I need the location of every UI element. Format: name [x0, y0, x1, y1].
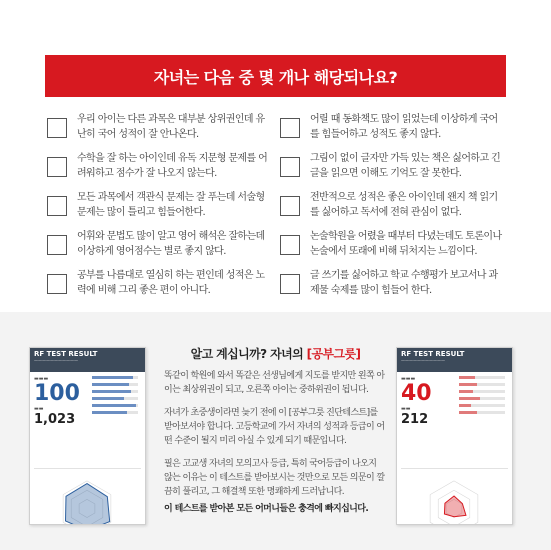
report-bar-track	[92, 383, 138, 386]
report-bar-fill	[92, 404, 136, 407]
report-label: ▬▬	[34, 406, 44, 412]
checklist-item-text: 우리 아이는 다른 과목은 대부분 상위권인데 유난히 국어 성적이 잘 안나온다.	[77, 114, 265, 140]
checklist-item[interactable]	[280, 112, 505, 148]
checklist-item[interactable]	[280, 268, 505, 304]
checkbox[interactable]	[280, 235, 300, 255]
checkbox[interactable]	[47, 157, 67, 177]
report-bar-track	[459, 397, 505, 400]
checklist-item[interactable]	[47, 229, 272, 265]
checklist-item-text: 공부를 나름대로 열심히 하는 편인데 성적은 노력에 비해 그리 좋은 편이 아니다.	[77, 270, 265, 296]
report-header	[30, 348, 145, 372]
info-title-brand: [공부그릇]	[306, 347, 361, 361]
report-mini-bars	[459, 376, 505, 418]
info-title	[168, 345, 383, 362]
report-card-top-student	[29, 347, 146, 525]
checklist-item-text: 어릴 때 동화책도 많이 읽었는데 이상하게 국어를 힘들어하고 성적도 좋지 않다.	[310, 114, 498, 140]
checkbox[interactable]	[280, 274, 300, 294]
report-bar-fill	[92, 397, 124, 400]
checkbox[interactable]	[47, 118, 67, 138]
report-bar-track	[92, 411, 138, 414]
report-bar-track	[92, 404, 138, 407]
report-bar-fill	[92, 411, 127, 414]
report-radar-chart	[401, 468, 508, 525]
report-bar-fill	[459, 411, 477, 414]
report-bar-fill	[459, 390, 473, 393]
report-label: ▬▬	[401, 406, 411, 412]
report-word-count: 1,023	[34, 412, 76, 427]
checklist-item[interactable]	[47, 151, 272, 187]
checklist-item-text: 논술학원을 어렸을 때부터 다녔는데도 토론이나 논술에서 또래에 비해 뒤처지는 느낌이다.	[310, 231, 502, 257]
report-bar-track	[92, 390, 138, 393]
checklist-item-text: 전반적으로 성적은 좋은 아이인데 왠지 책 읽기를 싫어하고 독서에 전혀 관심이 없다.	[310, 192, 498, 218]
report-bar-track	[92, 397, 138, 400]
checklist-right-column	[280, 112, 505, 307]
report-bar-track	[459, 383, 505, 386]
report-label: ▬▬▬	[34, 376, 49, 382]
info-text	[164, 369, 386, 525]
checkbox[interactable]	[280, 118, 300, 138]
report-header-title: RF TEST RESULT	[401, 350, 465, 358]
report-bar-fill	[459, 404, 471, 407]
checklist-item[interactable]	[47, 190, 272, 226]
report-bar-fill	[459, 376, 475, 379]
report-score: 40	[401, 381, 432, 406]
checklist-item[interactable]	[47, 268, 272, 304]
report-bar-fill	[459, 383, 477, 386]
report-header-sub: ———————————	[401, 358, 445, 363]
report-bar-track	[459, 404, 505, 407]
checklist-left-column	[47, 112, 272, 307]
report-header-title: RF TEST RESULT	[34, 350, 98, 358]
checkbox[interactable]	[47, 196, 67, 216]
info-paragraph: 똑같이 학원에 와서 똑같은 선생님에게 지도를 받지만 왼쪽 아이는 최상위권이 되고, 오른쪽 아이는 중하위권이 됩니다.	[164, 371, 385, 395]
checkbox[interactable]	[47, 235, 67, 255]
report-bar-fill	[92, 376, 133, 379]
report-bar-track	[459, 390, 505, 393]
checklist-title: 자녀는 다음 중 몇 개나 해당되나요?	[45, 55, 506, 97]
checklist-item-text: 모든 과목에서 객관식 문제는 잘 푸는데 서술형 문제는 많이 틀리고 힘들어한다.	[77, 192, 265, 218]
checklist-item-text: 어휘와 문법도 많이 알고 영어 해석은 잘하는데 이상하게 영어점수는 별로 좋지 않다.	[77, 231, 265, 257]
report-bar-track	[459, 411, 505, 414]
report-bar-fill	[459, 397, 480, 400]
checkbox[interactable]	[47, 274, 67, 294]
report-bar-track	[92, 376, 138, 379]
report-header-sub: ———————————	[34, 358, 78, 363]
info-closing: 이 테스트를 받아본 모든 어머니들은 충격에 빠지십니다.	[164, 504, 369, 514]
checklist-item[interactable]	[47, 112, 272, 148]
report-word-count: 212	[401, 412, 429, 427]
report-label: ▬▬▬	[401, 376, 416, 382]
checkbox[interactable]	[280, 196, 300, 216]
report-bar-track	[459, 376, 505, 379]
checklist-item[interactable]	[280, 190, 505, 226]
report-radar-chart	[34, 468, 141, 525]
checklist-item[interactable]	[280, 151, 505, 187]
report-header	[397, 348, 512, 372]
report-bar-fill	[92, 383, 129, 386]
info-title-prefix: 알고 계십니까? 자녀의	[190, 347, 307, 361]
checklist-item-text: 그림이 없이 글자만 가득 있는 책은 싫어하고 긴 글을 읽으면 이해도 기억도 잘 못한다.	[310, 153, 501, 179]
report-card-low-student	[396, 347, 513, 525]
report-body	[397, 372, 512, 431]
checklist-item[interactable]	[280, 229, 505, 265]
checkbox[interactable]	[280, 157, 300, 177]
info-paragraph: 필은 고교생 자녀의 모의고사 등급, 특히 국어등급이 나오지 않는 이유는 이 테스트를 받아보시는 것만으로 모든 의문이 깔끔히 풀리고, 그 해결책 또한 명쾌하게 드러납니다.	[164, 459, 385, 497]
radar-area	[444, 496, 466, 517]
checklist-item-text: 글 쓰기를 싫어하고 학교 수행평가 보고서나 과제물 숙제를 많이 힘들어 한다.	[310, 270, 498, 296]
report-mini-bars	[92, 376, 138, 418]
info-paragraph: 자녀가 초중생이라면 늦기 전에 이 [공부그릇 진단테스트]를 받아보셔야 합니다. 고등학교에 가서 자녀의 성적과 등급이 어떤 수준이 될지 미리 아실 수 있게 되기 때문입니다.	[164, 408, 385, 446]
checklist-item-text: 수학을 잘 하는 아이인데 유독 지문형 문제를 어려워하고 점수가 잘 나오지 않는다.	[77, 153, 268, 179]
report-bar-fill	[92, 390, 131, 393]
report-score: 100	[34, 381, 80, 406]
report-body	[30, 372, 145, 431]
